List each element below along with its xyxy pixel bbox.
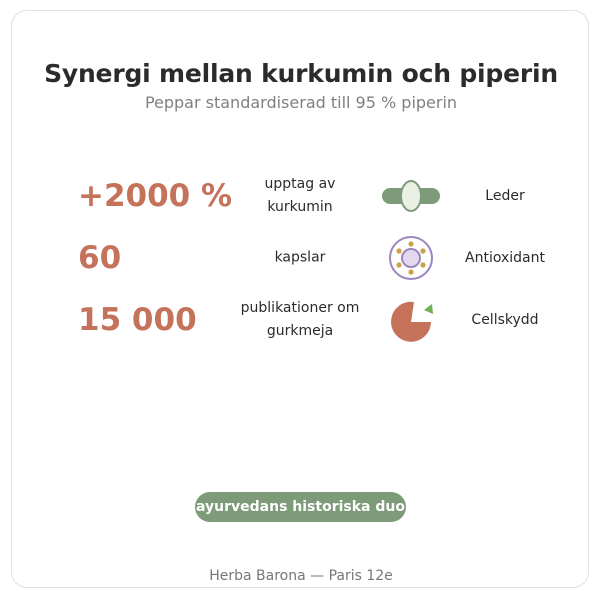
stat-row-publications [12,292,590,348]
cell-protection-icon [380,295,442,345]
stat-label [232,173,368,219]
stat-label-line: publikationer om [240,300,360,316]
stat-label-line: kapslar [274,249,326,266]
stat-label-line: kurkumin [267,199,333,215]
stat-value: 15 000 [78,302,197,338]
tagline-badge: ayurvedans historiska duo [195,492,406,522]
antioxidant-cell-icon [380,233,442,283]
stat-label-line: gurkmeja [266,323,334,339]
stat-value: +2000 % [78,178,233,214]
page-subtitle: Peppar standardiserad till 95 % piperin [144,93,458,112]
benefit-label: Leder [485,188,525,204]
stat-row-capsules [12,230,590,286]
page-title: Synergi mellan kurkumin och piperin [44,59,558,88]
benefit-label: Cellskydd [471,312,539,328]
stat-value: 60 [78,240,122,276]
joint-icon [380,171,442,221]
stat-label [232,297,368,343]
stat-label-line: upptag av [264,176,336,192]
footer-text: Herba Barona — Paris 12e [209,568,393,584]
benefit-label: Antioxidant [465,250,545,266]
stat-row-absorption [12,168,590,224]
stat-label [232,247,368,270]
infographic-card [11,10,589,588]
